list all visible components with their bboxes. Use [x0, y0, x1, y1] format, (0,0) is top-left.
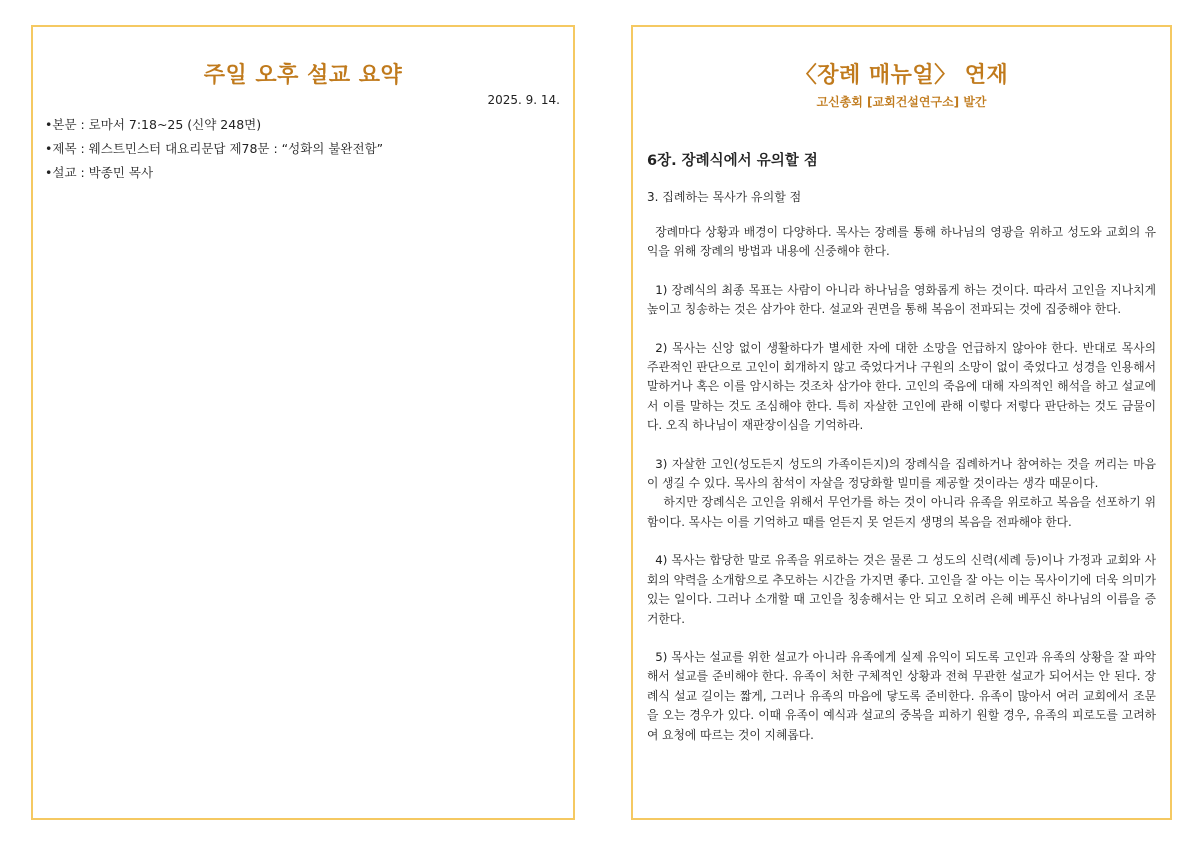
funeral-manual-subtitle: 고신총회 [교회건설연구소] 발간: [816, 95, 987, 109]
paragraph-point-3-continued: 하지만 장례식은 고인을 위해서 무언가를 하는 것이 아니라 유족을 위로하고 복음을 선포하기 위함이다. 목사는 이를 기억하고 때를 얻든지 못 얻든지 생명의 복음을 전파해야 한다.: [647, 495, 1156, 529]
paragraph-intro: 장례마다 상황과 배경이 다양하다. 목사는 장례를 통해 하나님의 영광을 위하고 성도와 교회의 유익을 위해 장례의 방법과 내용에 신중해야 한다.: [647, 225, 1156, 259]
paragraph-point-2: 2) 목사는 신앙 없이 생활하다가 별세한 자에 대한 소망을 언급하지 않아야 한다. 반대로 목사의 주관적인 판단으로 고인이 회개하지 않고 죽었다거나 구원의 소망이 없이 죽었다고 성경을 인용해서 말하거나 혹은 이를 암시하는 것조차 삼가야 한다. 고인의 죽음에 대해 자의적인 해석을 하고 설교에서 이를 말하는 것도 조심해야 한다. 특히 자살한 고인에 관해 이렇다 저렇다 판단하는 것도 금물이다. 오직 하나님이 재판장이심을 기억하라.: [647, 340, 1156, 433]
sermon-preacher-line: •설교 : 박종민 목사: [45, 165, 154, 180]
sermon-date: 2025. 9. 14.: [487, 93, 560, 107]
paragraph-point-1: 1) 장례식의 최종 목표는 사람이 아니라 하나님을 영화롭게 하는 것이다. 따라서 고인을 지나치게 높이고 칭송하는 것은 삼가야 한다. 설교와 권면을 통해 복음이 전파되는 것에 집중해야 한다.: [647, 282, 1156, 317]
sermon-title-line: •제목 : 웨스트민스터 대요리문답 제78문 : “성화의 불완전함”: [45, 141, 384, 156]
sermon-text-line: •본문 : 로마서 7:18~25 (신약 248면): [45, 117, 262, 132]
sermon-summary-title: 주일 오후 설교 요약: [203, 63, 403, 88]
paragraph-point-4: 4) 목사는 합당한 말로 유족을 위로하는 것은 물론 그 성도의 신력(세례 등)이나 가정과 교회와 사회의 약력을 소개함으로 추모하는 시간을 가지면 좋다. 고인을 잘 아는 이는 목사이기에 더욱 의미가 있는 일이다. 그러나 소개할 때 고인을 칭송해서는 안 되고 오히려 은혜 베푸신 하나님의 이름을 증거한다.: [647, 553, 1156, 626]
paragraph-point-3: 3) 자살한 고인(성도든지 성도의 가족이든지)의 장례식을 집례하거나 참여하는 것을 꺼리는 마음이 생길 수 있다. 목사의 참석이 자살을 정당화할 빌미를 제공할 것이라는 생각 때문이다.: [647, 456, 1156, 491]
chapter-heading: 6장. 장례식에서 유의할 점: [647, 153, 818, 169]
section-heading: 3. 집례하는 목사가 유의할 점: [647, 190, 802, 204]
paragraph-point-5: 5) 목사는 설교를 위한 설교가 아니라 유족에게 실제 유익이 되도록 고인과 유족의 상황을 잘 파악해서 설교를 준비해야 한다. 유족이 처한 구체적인 상황과 전혀 무관한 설교가 되어서는 안 된다. 장례식 설교 길이는 짧게, 그러나 유족의 마음에 닿도록 준비한다. 유족이 많아서 여러 교회에서 조문을 오는 경우가 있다. 이때 유족이 예식과 설교의 중복을 피하기 원할 경우, 유족의 피로도를 고려하여 요청에 따르는 것이 지혜롭다.: [647, 649, 1156, 742]
funeral-manual-panel: [631, 25, 1172, 820]
funeral-manual-title: 〈장례 매뉴얼〉 연재: [794, 63, 1009, 88]
sermon-summary-panel: [31, 25, 575, 820]
sermon-info-list: [45, 113, 561, 185]
manual-body: [647, 223, 1156, 764]
